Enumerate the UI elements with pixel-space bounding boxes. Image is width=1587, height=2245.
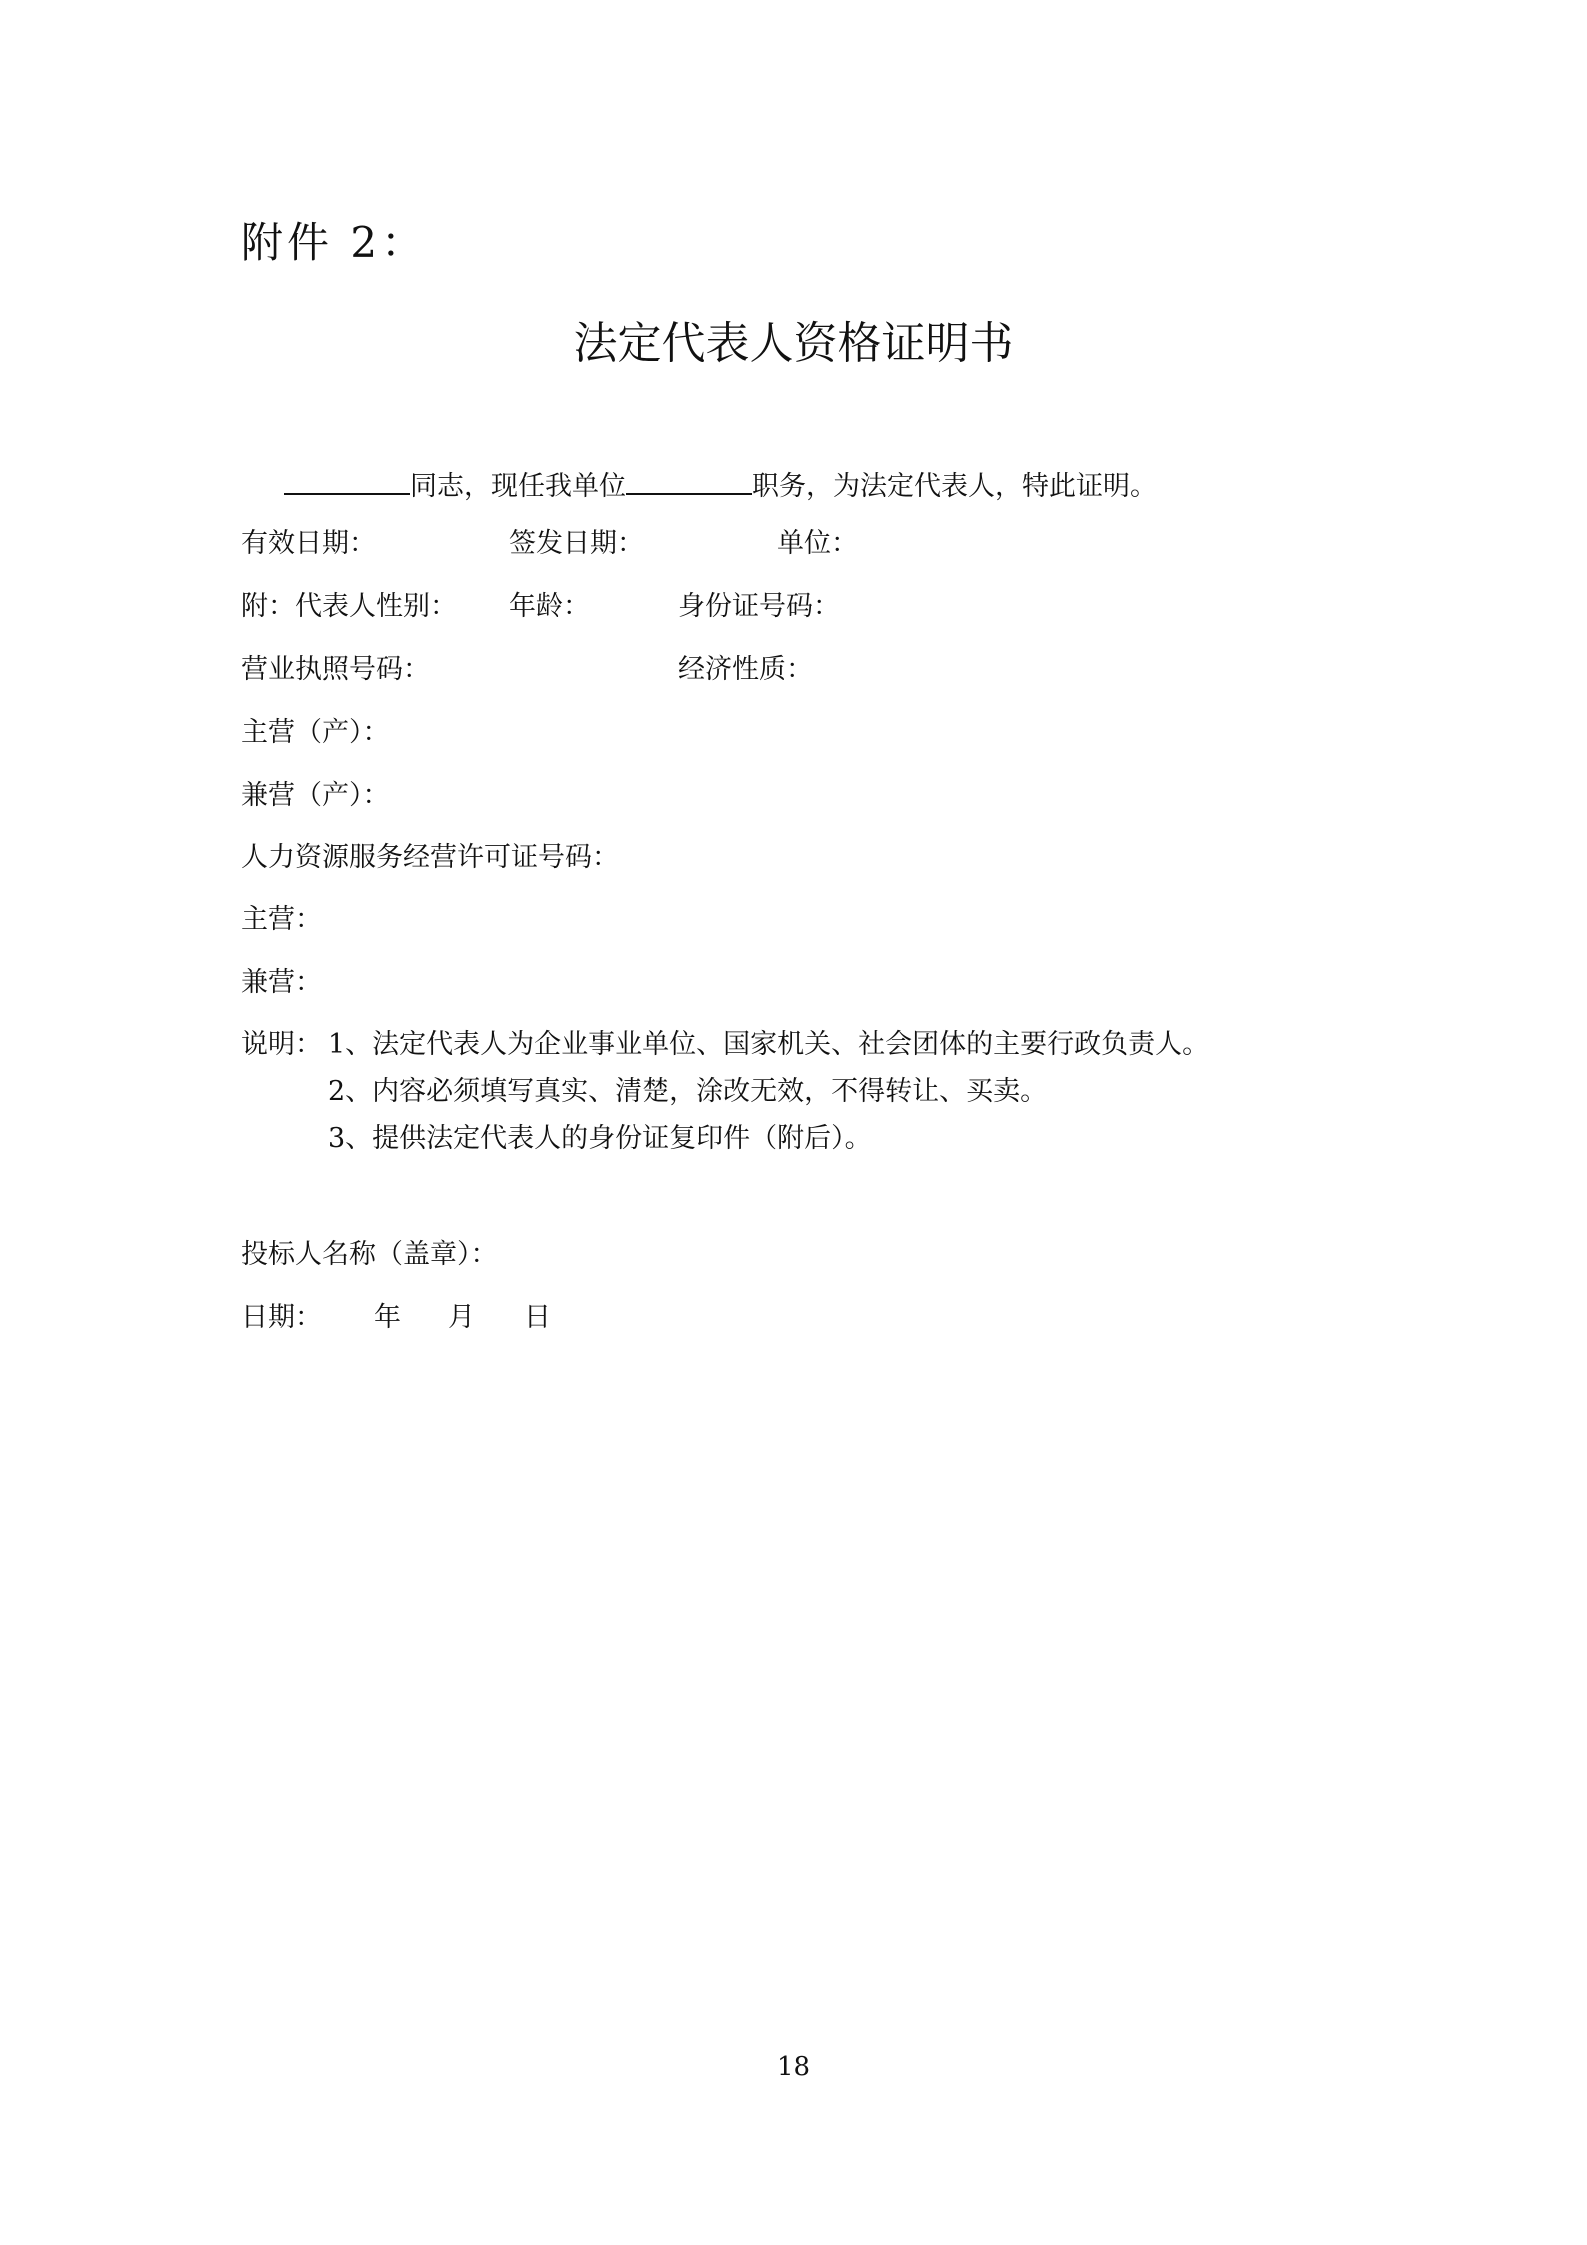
economic-nature-label: 经济性质： xyxy=(678,654,813,685)
valid-date-label: 有效日期： xyxy=(241,528,376,559)
date-year: 年 xyxy=(374,1302,401,1333)
page-number: 18 xyxy=(776,2052,811,2082)
intro-part1: 同志，现任我单位 xyxy=(410,471,626,502)
intro-part2: 职务，为法定代表人，特此证明。 xyxy=(752,471,1157,502)
date-label: 日期： xyxy=(241,1302,322,1333)
main-business-label: 主营： xyxy=(241,904,322,935)
position-blank[interactable] xyxy=(626,467,752,495)
intro-sentence xyxy=(284,467,1157,500)
id-number-label: 身份证号码： xyxy=(678,591,840,622)
attachment-label: 附件 2： xyxy=(241,218,428,267)
notes-label: 说明： xyxy=(241,1029,322,1060)
note-item: 1、法定代表人为企业事业单位、国家机关、社会团体的主要行政负责人。 xyxy=(328,1029,1210,1060)
unit-label: 单位： xyxy=(777,528,858,559)
bidder-name-label: 投标人名称（盖章）： xyxy=(241,1239,498,1270)
note-item: 2、内容必须填写真实、清楚，涂改无效，不得转让、买卖。 xyxy=(328,1076,1048,1107)
name-blank[interactable] xyxy=(284,467,410,495)
main-product-label: 主营（产）： xyxy=(241,717,390,748)
note-item: 3、提供法定代表人的身份证复印件（附后）。 xyxy=(328,1123,872,1154)
issue-date-label: 签发日期： xyxy=(509,528,644,559)
date-day: 日 xyxy=(524,1302,551,1333)
side-product-label: 兼营（产）： xyxy=(241,780,390,811)
age-label: 年龄： xyxy=(509,591,590,622)
representative-gender-label: 附：代表人性别： xyxy=(241,591,457,622)
hr-license-label: 人力资源服务经营许可证号码： xyxy=(241,842,619,873)
business-license-label: 营业执照号码： xyxy=(241,654,430,685)
document-title: 法定代表人资格证明书 xyxy=(573,318,1014,369)
date-month: 月 xyxy=(448,1302,475,1333)
side-business-label: 兼营： xyxy=(241,967,322,998)
